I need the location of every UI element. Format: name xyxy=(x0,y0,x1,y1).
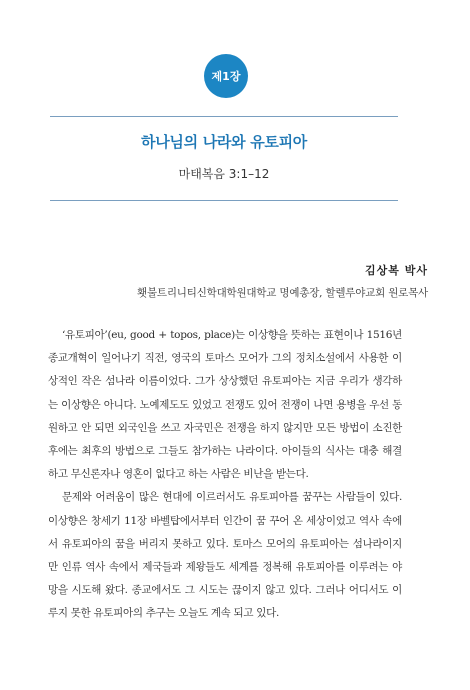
paragraph-2: 문제와 어려움이 많은 현대에 이르러서도 유토피아를 꿈꾸는 사람들이 있다. 이상향은 창세기 11장 바벨탑에서부터 인간이 꿈 꾸어 온 세상이었고 역사 속에서 유토피아의 꿈을 버리지 못하고 있다. 토마스 모어의 유토피아는 섬나라이지만 인류 역사 속에서 제국들과 제왕들도 세계를 정복해 유토피아를 이루려는 야망을 시도해 왔다. 종교에서도 그 시도는 끊이지 않고 있다. 그러나 어디서도 이루지 못한 유토피아의 추구는 오늘도 계속 되고 있다. xyxy=(48,491,402,620)
bottom-divider xyxy=(50,200,398,201)
scripture-reference: 마태복음 3:1–12 xyxy=(178,167,270,181)
author-name: 김상복 박사 xyxy=(365,264,428,277)
chapter-badge: 제1장 xyxy=(204,54,248,98)
author-affiliation: 횃불트리니티신학대학원대학교 명예총장, 할렐루야교회 원로목사 xyxy=(137,287,428,299)
page-title: 하나님의 나라와 유토피아 xyxy=(141,133,307,151)
paragraph-1: ‘유토피아’(eu, good + topos, place)는 이상향을 뜻하는 표현이나 1516년 종교개혁이 일어나기 직전, 영국의 토마스 모어가 그의 정치소설에서 사용한 이상적인 작은 섬나라 이름이었다. 그가 상상했던 유토피아는 지금 우리가 생각하는 이상향은 아니다. 노예제도도 있었고 전쟁도 있어 전쟁이 나면 용병을 우선 동원하고 안 되면 외국인을 쓰고 자국민은 전쟁을 하지 않지만 모든 방법이 소진한 후에는 최후의 방법으로 그들도 참가하는 나라이다. 아이들의 식사는 대충 해결하고 무신론자나 영혼이 없다고 하는 사람은 비난을 받는다. xyxy=(48,329,402,481)
top-divider xyxy=(50,116,398,117)
body-text xyxy=(48,324,402,626)
